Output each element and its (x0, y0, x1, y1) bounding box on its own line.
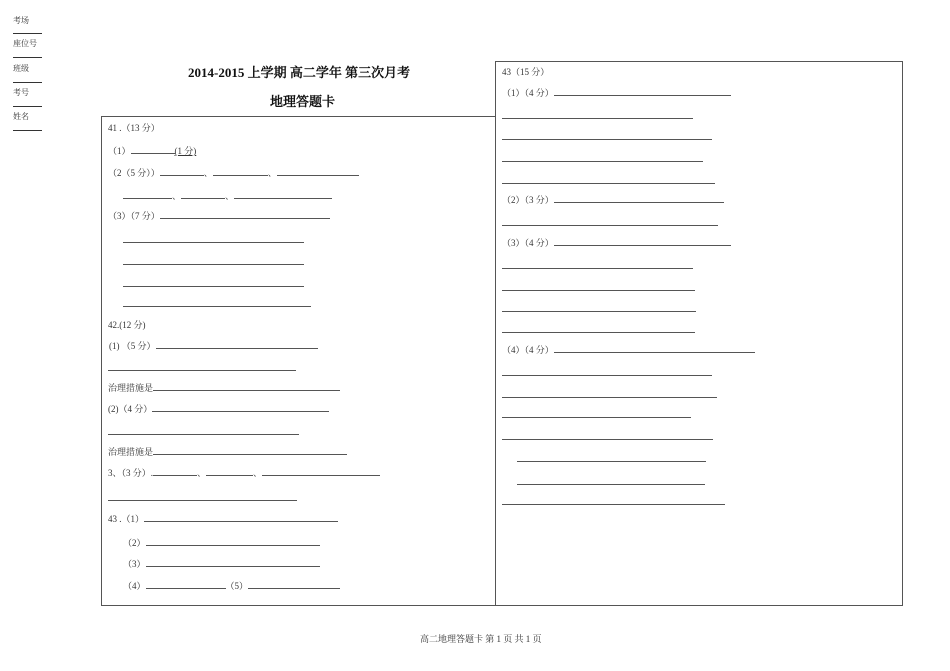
page-subtitle: 地理答题卡 (270, 94, 336, 109)
answer-line[interactable] (502, 388, 717, 398)
q43-right-p4-label: （4）（4 分） (502, 345, 554, 355)
q42-measure-label-2: 治理措施是 (108, 447, 154, 457)
q43-right-p4-line5 (517, 452, 706, 464)
answer-line[interactable] (554, 193, 724, 203)
q43-right-part4 (502, 343, 755, 356)
q43-right-p4-line4 (502, 430, 713, 442)
answer-line[interactable] (502, 174, 715, 184)
q42-measure-2 (108, 445, 347, 458)
q41-part3-line2 (123, 255, 304, 267)
answer-line[interactable] (554, 343, 755, 353)
q42-part3 (108, 466, 380, 479)
answer-line[interactable] (517, 452, 706, 462)
answer-line[interactable] (502, 216, 718, 226)
q43-right-p4-line3 (502, 408, 691, 420)
q43-right-p3-line2 (502, 281, 695, 293)
exam-room-label: 考场 (13, 16, 29, 25)
class-label: 班级 (13, 64, 29, 73)
q43-right-p1-line3 (502, 152, 703, 164)
q43-right-part1 (502, 86, 731, 99)
q43-right-p2-line1 (502, 216, 718, 228)
exam-number-label: 考号 (13, 88, 29, 97)
q43-right-p4-line1 (502, 366, 712, 378)
q42-measure-label-1: 治理措施是 (108, 383, 154, 393)
answer-line[interactable] (502, 302, 696, 312)
q41-part2 (108, 166, 359, 179)
answer-line[interactable] (234, 189, 332, 199)
answer-line[interactable] (262, 466, 380, 476)
q43-left-part1 (108, 512, 338, 525)
answer-line[interactable] (153, 466, 197, 476)
q43-right-p2-label: （2）（3 分） (502, 195, 554, 205)
class-field[interactable] (13, 82, 42, 83)
q43-left-part2 (123, 536, 320, 549)
q43-right-p1-line1 (502, 109, 693, 121)
q42-part1 (109, 339, 318, 352)
answer-line[interactable] (123, 277, 304, 287)
q42-p2-label: (2)（4 分） (108, 404, 153, 414)
answer-line[interactable] (146, 557, 320, 567)
q43-left-p3-label: （3） (123, 559, 146, 569)
q42-part2-line (108, 425, 299, 437)
answer-line[interactable] (213, 166, 268, 176)
answer-line[interactable] (153, 445, 347, 455)
q43-right-heading: 43（15 分） (502, 67, 550, 77)
separator: 、 (225, 191, 235, 201)
q43-left-part4 (123, 579, 340, 592)
answer-line[interactable] (502, 130, 712, 140)
answer-line[interactable] (502, 408, 691, 418)
q41-p1-points: (1 分) (174, 146, 197, 156)
answer-line[interactable] (123, 255, 304, 265)
q41-part3 (108, 209, 330, 222)
answer-line[interactable] (181, 189, 225, 199)
q43-right-p3-line1 (502, 259, 693, 271)
q42-p1-label: (1) （5 分） (109, 341, 156, 351)
answer-line[interactable] (502, 366, 712, 376)
name-label: 姓名 (13, 112, 29, 121)
separator: 、 (203, 168, 213, 178)
q42-part2 (108, 402, 329, 415)
answer-line[interactable] (146, 536, 320, 546)
q43-left-p2-label: （2） (123, 538, 146, 548)
q43-right-p1-line2 (502, 130, 712, 142)
q41-part2-cont (123, 189, 332, 202)
answer-line[interactable] (108, 361, 296, 371)
answer-line[interactable] (502, 281, 695, 291)
q41-p3-label: （3）（7 分） (108, 211, 160, 221)
name-field[interactable] (13, 130, 42, 131)
q41-part1 (108, 144, 196, 157)
seat-number-label: 座位号 (13, 39, 37, 48)
answer-line[interactable] (160, 209, 330, 219)
answer-line[interactable] (146, 579, 226, 589)
answer-line[interactable] (502, 430, 713, 440)
q41-p1-label: （1） (108, 146, 131, 156)
separator: 、 (197, 468, 207, 478)
q41-heading (108, 121, 160, 134)
answer-line[interactable] (153, 381, 340, 391)
answer-line[interactable] (108, 425, 299, 435)
q43-right-p4-line7 (502, 495, 725, 507)
answer-line[interactable] (554, 236, 731, 246)
answer-line[interactable] (502, 109, 693, 119)
q42-p3-label: 3、（3 分）. (108, 468, 154, 478)
answer-line[interactable] (123, 233, 304, 243)
page-footer: 高二地理答题卡 第 1 页 共 1 页 (420, 634, 542, 644)
q43-right-part2 (502, 193, 724, 206)
q43-left-part3 (123, 557, 320, 570)
answer-line[interactable] (156, 339, 318, 349)
separator: 、 (172, 191, 182, 201)
answer-line[interactable] (277, 166, 359, 176)
q41-head-text: 41 .（13 分） (108, 123, 160, 133)
q43-right-part3 (502, 236, 731, 249)
q43-right-p1-line4 (502, 174, 715, 186)
q42-part3-line (108, 491, 297, 503)
q43-left-p4-label: （4） (123, 581, 146, 591)
q41-p2-label: （2（5 分）） (108, 168, 160, 178)
q41-part3-line4 (123, 297, 311, 309)
answer-line[interactable] (248, 579, 340, 589)
q43-right-p1-label: （1）（4 分） (502, 88, 554, 98)
seat-number-field[interactable] (13, 57, 42, 58)
answer-line[interactable] (502, 495, 725, 505)
q42-measure-1 (108, 381, 340, 394)
answer-line[interactable] (206, 466, 253, 476)
separator: 、 (267, 168, 277, 178)
answer-line[interactable] (108, 491, 297, 501)
q42-heading: 42.(12 分) (108, 320, 146, 330)
page-title: 2014-2015 上学期 高二学年 第三次月考 (188, 65, 411, 80)
q43-right-p4-line6 (517, 475, 705, 487)
q41-part3-line3 (123, 277, 304, 289)
answer-line[interactable] (123, 297, 311, 307)
q43-right-p3-line3 (502, 302, 696, 314)
answer-line[interactable] (502, 323, 695, 333)
answer-line[interactable] (502, 152, 703, 162)
answer-line[interactable] (517, 475, 705, 485)
answer-line[interactable] (160, 166, 204, 176)
answer-line[interactable] (152, 402, 329, 412)
q43-left-head: 43 .（1） (108, 514, 145, 524)
answer-line[interactable] (554, 86, 731, 96)
q43-left-p5-label: （5） (225, 581, 249, 591)
q42-part1-line (108, 361, 296, 373)
exam-room-field[interactable] (13, 33, 42, 34)
answer-line[interactable] (144, 512, 338, 522)
separator: 、 (253, 468, 263, 478)
answer-line[interactable] (123, 189, 172, 199)
answer-line[interactable] (131, 144, 175, 154)
q43-right-p3-label: （3）（4 分） (502, 238, 554, 248)
q43-right-p3-line4 (502, 323, 695, 335)
q41-part3-line1 (123, 233, 304, 245)
answer-line[interactable] (502, 259, 693, 269)
exam-number-field[interactable] (13, 106, 42, 107)
q43-right-p4-line2 (502, 388, 717, 400)
